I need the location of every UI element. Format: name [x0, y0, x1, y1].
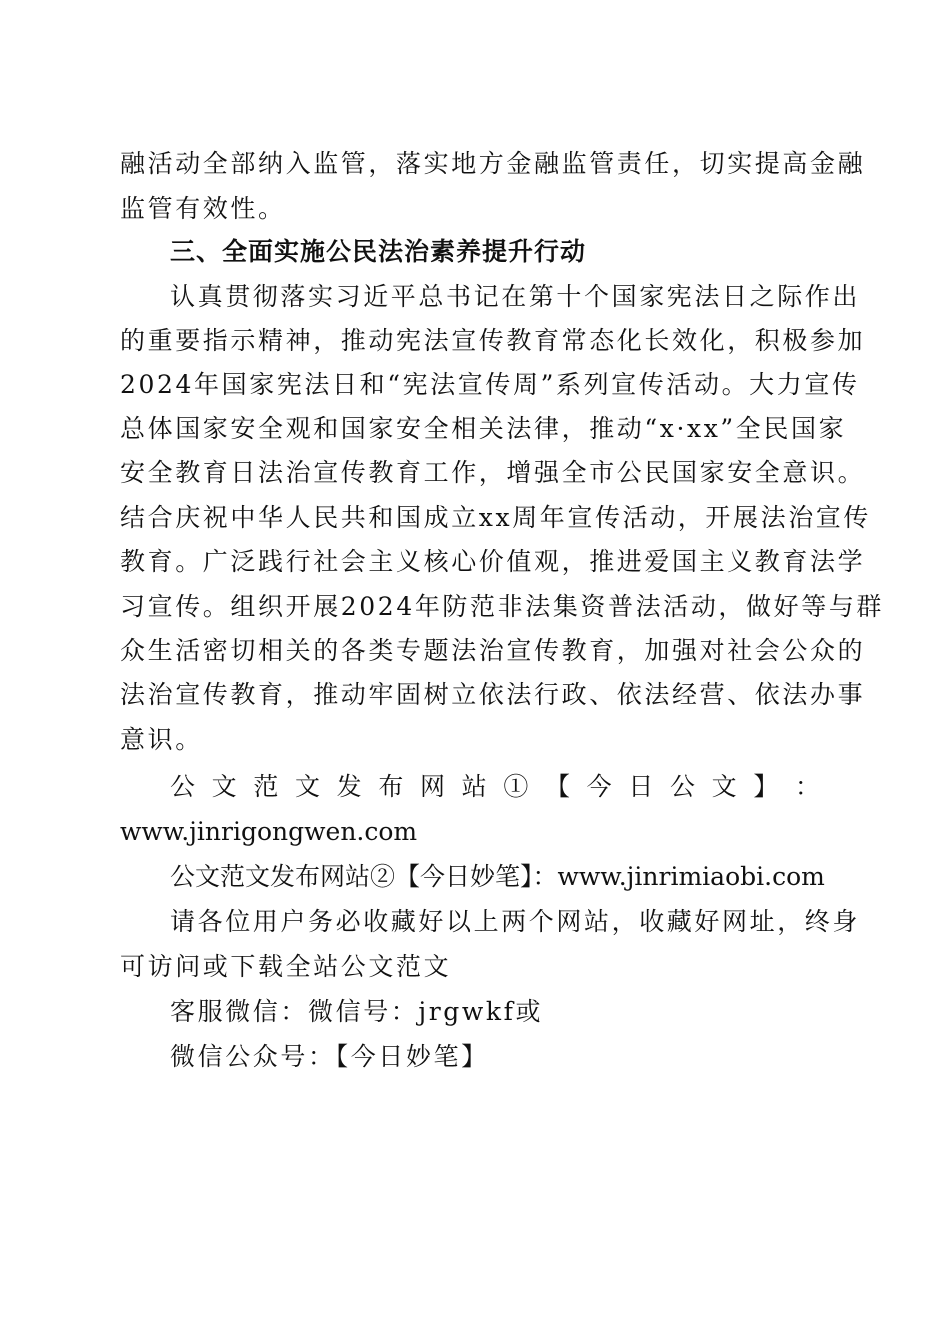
body-text-line: 可访问或下载全站公文范文	[120, 952, 452, 981]
body-text-line: 认真贯彻落实习近平总书记在第十个国家宪法日之际作出	[170, 282, 861, 311]
body-text-line: 的重要指示精神，推动宪法宣传教育常态化长效化，积极参加	[120, 326, 866, 355]
customer-service-wechat: 客服微信：微信号：jrgwkf或	[170, 997, 544, 1026]
body-text-line: 结合庆祝中华人民共和国成立xx周年宣传活动，开展法治宣传	[120, 503, 872, 532]
body-text-line: 法治宣传教育，推动牢固树立依法行政、依法经营、依法办事	[120, 680, 866, 709]
body-text-line: 意识。	[120, 725, 203, 754]
website-1-label: 公 文 范 文 发 布 网 站 ① 【 今 日 公 文 】 ：	[170, 772, 820, 801]
body-text-line: 习宣传。组织开展2024年防范非法集资普法活动，做好等与群	[120, 592, 885, 621]
body-text-line: 众生活密切相关的各类专题法治宣传教育，加强对社会公众的	[120, 636, 866, 665]
section-heading: 三、全面实施公民法治素养提升行动	[170, 237, 587, 266]
body-text-line: 教育。广泛践行社会主义核心价值观，推进爱国主义教育法学	[120, 547, 866, 576]
website-2-line: 公文范文发布网站②【今日妙笔】：www.jinrimiaobi.com	[170, 862, 825, 891]
body-text-line: 请各位用户务必收藏好以上两个网站，收藏好网址，终身	[170, 907, 861, 936]
body-text-line: 安全教育日法治宣传教育工作，增强全市公民国家安全意识。	[120, 458, 866, 487]
body-text-line: 2024年国家宪法日和“宪法宣传周”系列宣传活动。大力宣传	[120, 370, 860, 399]
wechat-official-account: 微信公众号：【今日妙笔】	[170, 1042, 489, 1071]
website-1-url[interactable]: www.jinrigongwen.com	[120, 817, 418, 846]
body-text-line: 融活动全部纳入监管，落实地方金融监管责任，切实提高金融	[120, 149, 866, 178]
body-text-line: 监管有效性。	[120, 194, 286, 223]
body-text-line: 总体国家安全观和国家安全相关法律，推动“x·xx”全民国家	[120, 414, 847, 443]
